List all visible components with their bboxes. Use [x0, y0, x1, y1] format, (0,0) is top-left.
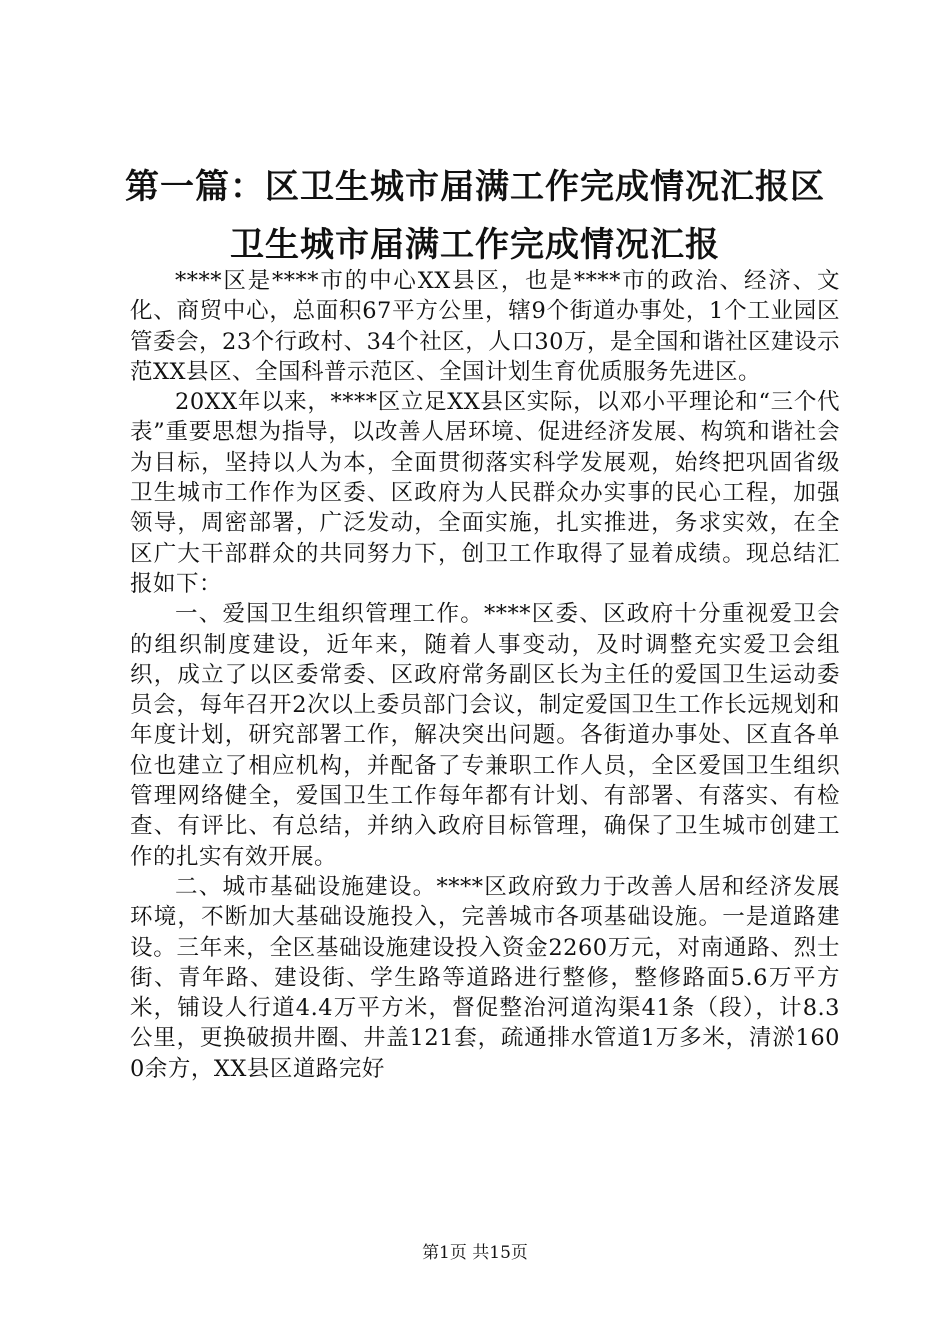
- page-number: 第1页 共15页: [422, 1243, 528, 1263]
- paragraph-intro: ****区是****市的中心XX县区，也是****市的政治、经济、文化、商贸中心，总面积67平方公里，辖9个街道办事处，1个工业园区管委会，23个行政村、34个社区，人口30万，是全国和谐社区建设示范XX县区、全国科普示范区、全国计划生育优质服务先进区。: [130, 268, 840, 385]
- page-footer: [0, 1243, 950, 1263]
- paragraph-section-2: 二、城市基础设施建设。****区政府致力于改善人居和经济发展环境，不断加大基础设施投入，完善城市各项基础设施。一是道路建设。三年来，全区基础设施建设投入资金2260万元，对南通路、烈士街、青年路、建设街、学生路等道路进行整修，整修路面5.6万平方米，铺设人行道4.4万平方米，督促整治河道沟渠41条（段），计8.3公里，更换破损井圈、井盖121套，疏通排水管道1万多米，清淤1600余方，XX县区道路完好: [130, 873, 840, 1082]
- document-body: [130, 266, 840, 1084]
- paragraph-section-1: 一、爱国卫生组织管理工作。****区委、区政府十分重视爱卫会的组织制度建设，近年来，随着人事变动，及时调整充实爱卫会组织，成立了以区委常委、区政府常务副区长为主任的爱国卫生运动委员会，每年召开2次以上委员部门会议，制定爱国卫生工作长远规划和年度计划，研究部署工作，解决突出问题。各街道办事处、区直各单位也建立了相应机构，并配备了专兼职工作人员，全区爱国卫生组织管理网络健全，爱国卫生工作每年都有计划、有部署、有落实、有检查、有评比、有总结，并纳入政府目标管理，确保了卫生城市创建工作的扎实有效开展。: [130, 601, 840, 870]
- document-title: 第一篇：区卫生城市届满工作完成情况汇报区卫生城市届满工作完成情况汇报: [125, 167, 825, 265]
- paragraph-summary: 20XX年以来，****区立足XX县区实际，以邓小平理论和“三个代表”重要思想为指导，以改善人居环境、促进经济发展、构筑和谐社会为目标，坚持以人为本，全面贯彻落实科学发展观，始终把巩固省级卫生城市工作作为区委、区政府为人民群众办实事的民心工程，加强领导，周密部署，广泛发动，全面实施，扎实推进，务求实效，在全区广大干部群众的共同努力下，创卫工作取得了显着成绩。现总结汇报如下：: [130, 389, 840, 597]
